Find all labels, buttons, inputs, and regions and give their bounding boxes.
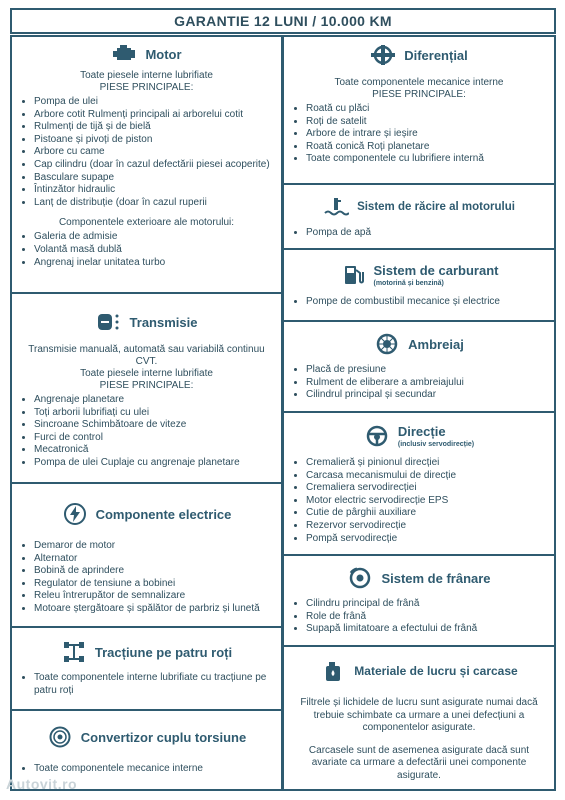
card-header (284, 195, 554, 219)
list-item: • Roată cu plăci (306, 103, 554, 116)
list-item: • Motor electric servodirecție EPS (306, 495, 554, 508)
list-item: • Pompa de ulei (34, 96, 281, 109)
card-title: Componente electrice (95, 506, 232, 522)
list-item: • Pistoane și pivoți de piston (34, 134, 281, 147)
list-item: • Regulator de tensiune a bobinei (34, 578, 281, 591)
list-item: • Alternator (34, 553, 281, 566)
parts-list (284, 227, 554, 240)
list-item: • Cutie de pârghii auxiliare (306, 507, 554, 520)
list-item: • Întinzător hidraulic (34, 184, 281, 197)
list-item: • Pompa de apă (306, 227, 554, 240)
parts-list (12, 96, 281, 209)
list-item: • Motoare ștergătoare și spălător de parbriz și lunetă (34, 603, 281, 616)
list-item: • Volantă masă dublă (34, 244, 281, 257)
brake-disc-icon (347, 566, 373, 590)
card-intro-2: Componentele exterioare ale motorului: (58, 217, 235, 229)
parts-list (12, 394, 281, 470)
list-item: • Pompe de combustibil mecanice și electrice (306, 296, 554, 309)
page-title: GARANTIE 12 LUNI / 10.000 KM (10, 8, 556, 34)
steering-wheel-icon (364, 424, 390, 448)
engine-icon (111, 42, 137, 66)
list-item: • Cilindru principal de frână (306, 598, 554, 611)
card-electrice (10, 482, 283, 628)
list-item: • Arbore cu came (34, 146, 281, 159)
list-item: • Pompa de ulei Cuplaje cu angrenaje planetare (34, 457, 281, 470)
card-materiale (282, 645, 556, 791)
lightning-icon (62, 502, 88, 526)
paragraph: Carcasele sunt de asemenea asigurate dacă sunt avariate ca urmare a defectării unei componente asigurate. (308, 744, 530, 781)
list-item: • Cremaliera servodirecției (306, 482, 554, 495)
parts-list (284, 103, 554, 166)
list-item: • Cilindrul principal și secundar (306, 389, 554, 402)
coolant-icon (323, 195, 349, 219)
card-header (284, 659, 554, 683)
card-racire (282, 183, 556, 250)
card-title: Direcție (397, 424, 446, 439)
card-header (12, 310, 281, 334)
list-item: • Bobină de aprindere (34, 565, 281, 578)
watermark: Autovit.ro (6, 776, 78, 792)
card-header (284, 43, 554, 67)
intro-line: Transmisie manuală, automată sau variabilă continuu CVT. (28, 344, 265, 367)
parts-list (284, 598, 554, 636)
list-item: • Basculare supape (34, 172, 281, 185)
list-item: • Toate componentele cu lubrifiere internă (306, 153, 554, 166)
list-item: • Roată conică Roți planetare (306, 141, 554, 154)
card-title: Transmisie (129, 314, 198, 330)
intro-line: PIESE PRINCIPALE: (99, 82, 194, 93)
list-item: • Rulmenți de tijă și de bielă (34, 121, 281, 134)
card-intro (290, 77, 548, 101)
card-title-wrap (374, 262, 499, 288)
card-franare (282, 554, 556, 647)
card-header (284, 423, 554, 449)
card-title: Sistem de răcire al motorului (357, 201, 515, 213)
list-item: • Arbore cotit Rulmenți principali ai arborelui cotit (34, 109, 281, 122)
fuel-pump-icon (340, 263, 366, 287)
list-item: • Releu întrerupător de semnalizare (34, 590, 281, 603)
parts-list (284, 296, 554, 309)
card-title-wrap (398, 423, 474, 449)
list-item: • Toate componentele mecanice interne (34, 763, 281, 776)
card-tractiune (10, 626, 283, 711)
list-item: • Angrenaj inelar unitatea turbo (34, 257, 281, 270)
torque-converter-icon (47, 725, 73, 749)
oil-can-icon (320, 659, 346, 683)
list-item: • Arbore de intrare și ieșire (306, 128, 554, 141)
list-item: • Roți de satelit (306, 116, 554, 129)
card-header (284, 332, 554, 356)
parts-list (284, 457, 554, 545)
card-title: Sistem de frânare (381, 570, 491, 586)
card-title: Tracțiune pe patru roți (94, 644, 233, 660)
list-item: • Demaror de motor (34, 540, 281, 553)
differential-icon (370, 43, 396, 67)
list-item: • Furci de control (34, 432, 281, 445)
card-diferential (282, 35, 556, 185)
parts-list-2 (12, 231, 281, 269)
list-item: • Sincroane Schimbătoare de viteze (34, 419, 281, 432)
intro-line: Toate piesele interne lubrifiate (80, 368, 213, 379)
parts-list (12, 763, 281, 776)
card-ambreiaj (282, 320, 556, 413)
list-item: • Lanț de distribuție (doar în cazul ruperii (34, 197, 281, 210)
list-item: • Carcasa mecanismului de direcție (306, 470, 554, 483)
list-item: • Rezervor servodirecție (306, 520, 554, 533)
card-transmisie (10, 292, 283, 484)
list-item: • Toți arborii lubrifiați cu ulei (34, 407, 281, 420)
drivetrain-icon (61, 640, 87, 664)
card-header (284, 262, 554, 288)
list-item: • Cap cilindru (doar în cazul defectării piesei acoperite) (34, 159, 281, 172)
parts-list (284, 364, 554, 402)
card-intro (18, 344, 275, 392)
card-subtitle: (motorină și benzină) (373, 280, 444, 287)
intro-line: PIESE PRINCIPALE: (372, 89, 466, 100)
card-directie (282, 411, 556, 556)
list-item: • Rulment de eliberare a ambreiajului (306, 377, 554, 390)
card-subtitle: (inclusiv servodirecție) (397, 441, 475, 448)
list-item: • Cremalieră și pinionul direcției (306, 457, 554, 470)
list-item: • Mecatronică (34, 444, 281, 457)
list-item: • Galeria de admisie (34, 231, 281, 244)
card-title: Sistem de carburant (373, 263, 499, 278)
card-header (12, 725, 281, 749)
card-title: Motor (145, 46, 182, 62)
list-item: • Placă de presiune (306, 364, 554, 377)
list-item: • Pompă servodirecție (306, 533, 554, 546)
paragraph: Filtrele și lichidele de lucru sunt asigurate numai dacă trebuie schimbate ca urmare a unei defecțiuni a componentelor asigurate. (300, 697, 538, 733)
card-header (12, 502, 281, 526)
card-header (12, 640, 281, 664)
card-carburant (282, 248, 556, 322)
card-title: Diferențial (404, 47, 468, 63)
gearbox-icon (96, 310, 122, 334)
card-intro (18, 70, 275, 94)
clutch-icon (374, 332, 400, 356)
card-header (284, 566, 554, 590)
parts-list (12, 672, 281, 697)
list-item: • Toate componentele interne lubrifiate cu tracțiune pe patru roți (34, 672, 281, 697)
list-item: • Supapă limitatoare a efectului de frână (306, 623, 554, 636)
intro-line: Toate componentele mecanice interne (334, 77, 504, 88)
card-title: Materiale de lucru și carcase (354, 664, 518, 678)
list-item: • Role de frână (306, 611, 554, 624)
card-title: Ambreiaj (408, 336, 464, 352)
parts-list (12, 540, 281, 616)
card-motor (10, 35, 283, 294)
card-title: Convertizor cuplu torsiune (80, 729, 247, 745)
intro-line: PIESE PRINCIPALE: (99, 380, 194, 391)
intro-line: Toate piesele interne lubrifiate (80, 70, 213, 81)
card-header (12, 42, 281, 66)
list-item: • Angrenaje planetare (34, 394, 281, 407)
